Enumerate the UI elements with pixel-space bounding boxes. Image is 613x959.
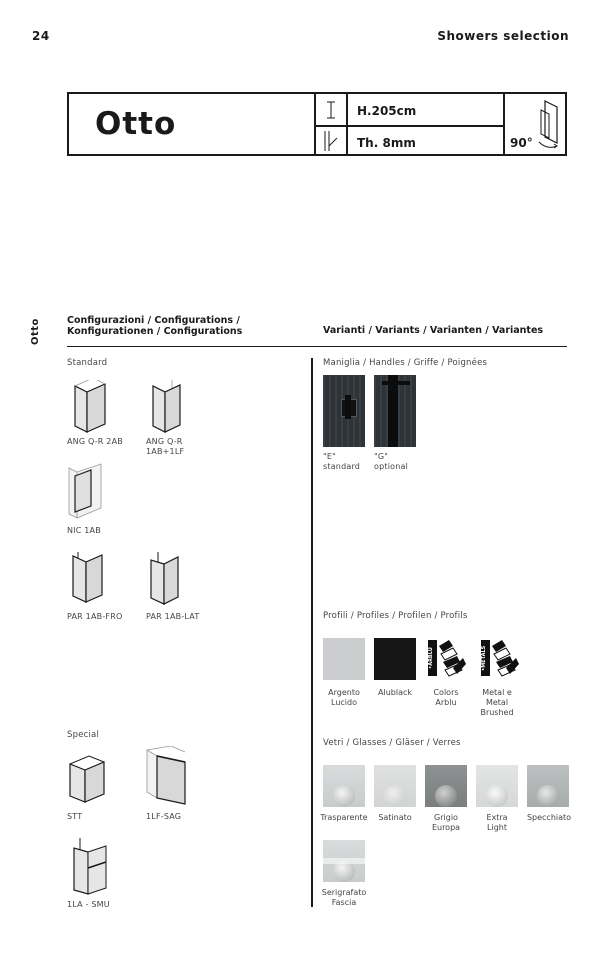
glass-swatch-specchiato (527, 765, 569, 807)
page-number: 24 (32, 29, 50, 43)
glass-swatch-trasparente (323, 765, 365, 807)
config-ang-1ab-1lf-icon (150, 380, 186, 434)
height-arrow-icon (325, 100, 337, 120)
product-name: Otto (95, 106, 177, 142)
glass-swatch-satinato (374, 765, 416, 807)
profile-caption: Alublack (378, 688, 412, 697)
variants-heading: Varianti / Variants / Varianten / Variantes (323, 325, 544, 336)
colors-badge-text: •ARBLU (428, 647, 434, 669)
handle-g-image (374, 375, 416, 447)
glass-caption: Specchiato (526, 813, 572, 822)
profile-caption: Argento Lucido (328, 688, 360, 707)
profile-swatch-argento (323, 638, 365, 680)
profile-caption: Metal e Metal Brushed (480, 688, 514, 717)
glass-swatch-grigio-europa (425, 765, 467, 807)
profile-swatch-alublack (374, 638, 416, 680)
side-label: Otto (30, 318, 41, 345)
config-1lf-sag-icon (145, 746, 189, 806)
glass-thickness-icon (322, 130, 340, 152)
standard-label: Standard (67, 358, 108, 368)
config-caption: STT (67, 812, 83, 821)
section-title: Showers selection (437, 29, 569, 43)
config-par-fro-icon (70, 552, 106, 606)
configurations-heading: Configurazioni / Configurations / Konfigurationen / Configurations (67, 315, 243, 337)
opening-angle: 90° (510, 136, 533, 150)
glass-caption: Grigio Europa (431, 813, 461, 832)
config-ang-2ab-icon (72, 380, 108, 434)
glass-swatch-serigrafato (323, 840, 365, 882)
config-stt-icon (67, 754, 107, 806)
glass-caption: Serigrafato Fascia (321, 888, 367, 907)
config-1la-smu-icon (70, 838, 110, 896)
config-caption: PAR 1AB-FRO (67, 612, 123, 621)
profile-caption: Colors Arblu (433, 688, 459, 707)
thickness-spec: Th. 8mm (357, 136, 416, 150)
glass-caption: Extra Light (486, 813, 508, 832)
special-label: Special (67, 730, 100, 740)
config-par-lat-icon (148, 552, 184, 606)
handle-e-image (323, 375, 365, 447)
glass-caption: Trasparente (320, 813, 368, 822)
door-opening-icon (535, 98, 565, 152)
height-spec: H.205cm (357, 104, 417, 118)
metals-badge-text: •METALS (481, 645, 487, 671)
config-caption: NIC 1AB (67, 526, 101, 535)
glass-caption: Satinato (378, 813, 412, 822)
heading-rule (67, 346, 567, 347)
profiles-label: Profili / Profiles / Profilen / Profils (323, 611, 468, 621)
handle-caption: "G" optional (374, 452, 409, 471)
glasses-label: Vetri / Glasses / Gläser / Verres (323, 738, 461, 748)
product-title-box (67, 92, 567, 156)
column-divider (311, 358, 313, 907)
config-caption: 1LA - SMU (67, 900, 110, 909)
glass-swatch-extra-light (476, 765, 518, 807)
config-caption: 1LF-SAG (146, 812, 182, 821)
config-caption: PAR 1AB-LAT (146, 612, 200, 621)
config-caption: ANG Q-R 1AB+1LF (146, 437, 185, 456)
handle-caption: "E" standard (323, 452, 361, 471)
config-nic-1ab-icon (67, 462, 105, 520)
config-caption: ANG Q-R 2AB (67, 437, 123, 446)
handles-label: Maniglia / Handles / Griffe / Poignées (323, 358, 488, 368)
